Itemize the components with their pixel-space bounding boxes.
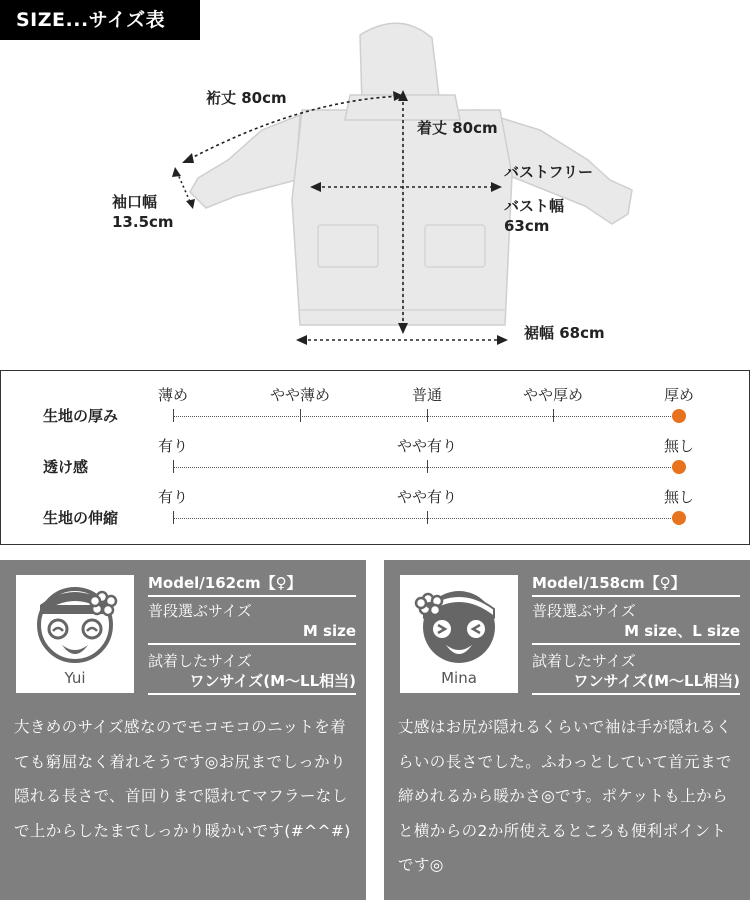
scale-tick: [300, 409, 301, 422]
level-marker: [672, 460, 686, 474]
cuff-width-label: 袖口幅: [112, 193, 158, 211]
level-marker: [672, 511, 686, 525]
model-panel-mina: [384, 560, 750, 900]
avatar: [400, 575, 518, 693]
usual-size-label: 普段選ぶサイズ: [532, 602, 636, 620]
scale-label: 厚め: [663, 386, 695, 404]
jacket-diagram: [0, 0, 750, 360]
tried-size-value: ワンサイズ(M〜LL相当): [148, 671, 356, 695]
scale-label: 無し: [663, 437, 695, 455]
scale-line: [173, 416, 679, 417]
scale-label: 普通: [411, 386, 443, 404]
fabric-row-transparency: [1, 432, 749, 482]
scale-label: 有り: [157, 437, 189, 455]
fabric-row-title: 生地の厚み: [43, 407, 119, 425]
size-chart-title: SIZE...サイズ表: [0, 0, 200, 40]
model-comment: 大きめのサイズ感なのでモコモコのニットを着ても窮屈なく着れそうです◎お尻までしっかり隠れる長さで、首回りまで隠れてマフラーなしで上からしたまでしっかり暖かいです(#^^#): [14, 718, 351, 840]
scale-label: やや厚め: [522, 386, 584, 404]
cuff-width-value: 13.5cm: [112, 213, 174, 231]
tried-size-label: 試着したサイズ: [532, 652, 636, 670]
scale-label: 無し: [663, 488, 695, 506]
scale-line: [173, 467, 679, 468]
scale-label: やや有り: [396, 437, 458, 455]
scale-label: やや有り: [396, 488, 458, 506]
model-info: [148, 572, 356, 695]
fabric-row-title: 透け感: [43, 458, 89, 476]
scale-label: 薄め: [157, 386, 189, 404]
scale-tick: [427, 511, 428, 524]
fabric-row-title: 生地の伸縮: [43, 509, 119, 527]
scale-line: [173, 518, 679, 519]
model-comment: 丈感はお尻が隠れるくらいで袖は手が隠れるくらいの長さでした。ふわっとしていて首元まで締めれるから暖かさ◎です。ポケットも上からと横からの2か所使えるところも便利ポイントです◎: [398, 718, 732, 875]
model-info: [532, 572, 740, 695]
body-length-label: 着丈 80cm: [417, 119, 498, 137]
scale-tick: [173, 460, 174, 473]
fabric-row-thickness: [1, 381, 749, 431]
level-marker: [672, 409, 686, 423]
sleeve-length-label: 裄丈 80cm: [206, 89, 287, 107]
bust-width-label: バスト幅: [504, 197, 565, 215]
bust-free-label: バストフリー: [504, 163, 593, 181]
usual-size-value: M size、L size: [532, 621, 740, 645]
usual-size-value: M size: [148, 621, 356, 645]
fabric-row-stretch: [1, 483, 749, 533]
scale-tick: [553, 409, 554, 422]
scale-label: 有り: [157, 488, 189, 506]
model-height: Model/158cm【♀】: [532, 572, 740, 597]
model-face-icon: [16, 575, 134, 675]
model-height: Model/162cm【♀】: [148, 572, 356, 597]
model-panel-yui: [0, 560, 366, 900]
scale-tick: [173, 409, 174, 422]
model-face-icon: [400, 575, 518, 675]
jacket-illustration: [0, 0, 750, 360]
tried-size-label: 試着したサイズ: [148, 652, 252, 670]
scale-tick: [427, 460, 428, 473]
scale-tick: [173, 511, 174, 524]
avatar: [16, 575, 134, 693]
usual-size-label: 普段選ぶサイズ: [148, 602, 252, 620]
model-name: Yui: [64, 669, 86, 687]
hem-width-label: 裾幅 68cm: [524, 324, 605, 342]
scale-tick: [427, 409, 428, 422]
bust-width-value: 63cm: [504, 217, 550, 235]
fabric-characteristics: [0, 370, 750, 545]
model-name: Mina: [441, 669, 477, 687]
scale-label: やや薄め: [269, 386, 331, 404]
tried-size-value: ワンサイズ(M〜LL相当): [532, 671, 740, 695]
